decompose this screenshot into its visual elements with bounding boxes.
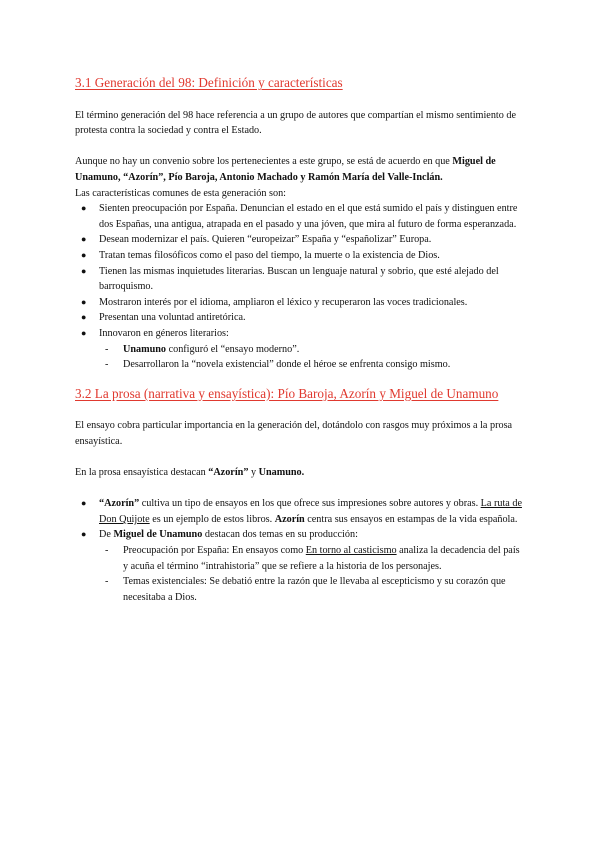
azorin-name: “Azorín” <box>99 498 140 510</box>
bullet-icon: ● <box>81 312 87 323</box>
unamuno-themes-sublist <box>99 543 525 605</box>
highlight-pre-text: En la prosa ensayística destacan <box>75 467 209 479</box>
bullet-icon: ● <box>81 203 87 214</box>
genres-sublist <box>99 342 525 373</box>
list-item <box>75 248 525 264</box>
list-item-text: Desean modernizar el país. Quieren “europeizar” España y “españolizar” Europa. <box>99 234 432 246</box>
highlight-and: y <box>248 467 259 479</box>
highlight-azorin: “Azorín” <box>208 467 249 479</box>
bullet-icon: ● <box>81 234 87 245</box>
bullet-icon: ● <box>81 529 87 540</box>
sublist-item-text: configuró el “ensayo moderno”. <box>166 343 300 355</box>
unamuno-full-name: Miguel de Unamuno <box>113 529 203 541</box>
members-intro-text: Aunque no hay un convenio sobre los pertenecientes a este grupo, se está de acuerdo en que <box>75 156 453 168</box>
azorin-text: cultiva un tipo de ensayos en los que ofrece sus impresiones sobre autores y obras. <box>139 498 481 510</box>
dash-icon: - <box>105 545 109 557</box>
section-title-prosa: 3.2 La prosa (narrativa y ensayística): Pío Baroja, Azorín y Miguel de Unamuno <box>75 385 499 401</box>
dash-icon: - <box>105 359 109 371</box>
list-item-text: Tienen las mismas inquietudes literarias. Buscan un lenguaje natural y sobrio, que esté alejado del barroquismo. <box>99 265 499 293</box>
sublist-item <box>99 357 525 373</box>
members-names: Miguel de Unamuno, “Azorín”, Pío Baroja, Antonio Machado y Ramón María del Valle-Inclán. <box>75 156 496 183</box>
theme-text: Temas existenciales: Se debatió entre la razón que le llevaba al escepticismo y su corazón que necesitaba a Dios. <box>123 576 506 603</box>
sublist-item <box>99 543 525 574</box>
list-item <box>75 232 525 248</box>
sublist-item <box>99 574 525 605</box>
book-title-en-torno: En torno al casticismo <box>305 545 397 557</box>
bullet-icon: ● <box>81 296 87 307</box>
sublist-item-text: Desarrollaron la “novela existencial” donde el héroe se enfrenta consigo mismo. <box>123 359 451 371</box>
dash-icon: - <box>105 343 109 355</box>
prose-authors-list <box>75 496 525 605</box>
highlight-unamuno: Unamuno. <box>258 467 305 479</box>
list-item <box>75 326 525 373</box>
list-item <box>75 310 525 326</box>
list-item-text: Presentan una voluntad antiretórica. <box>99 312 246 324</box>
unamuno-text: destacan dos temas en su producción: <box>202 529 358 541</box>
bullet-icon: ● <box>81 249 87 260</box>
list-item-text: Mostraron interés por el idioma, ampliaron el léxico y recuperaron las voces tradicionales. <box>99 296 468 308</box>
section-title-generacion-98: 3.1 Generación del 98: Definición y características <box>75 75 343 90</box>
bullet-icon: ● <box>81 327 87 338</box>
characteristics-intro: Las características comunes de esta generación son: <box>75 187 287 199</box>
unamuno-pre-text: De <box>99 529 114 541</box>
sublist-item <box>99 342 525 358</box>
list-item <box>75 201 525 232</box>
section1-intro-paragraph: El término generación del 98 hace referencia a un grupo de autores que compartían el mismo sentimiento de protesta contra la sociedad y contra el Estado. <box>75 109 517 137</box>
unamuno-name: Unamuno <box>123 343 167 355</box>
list-item-unamuno <box>75 527 525 605</box>
list-item-text: Innovaron en géneros literarios: <box>99 327 229 339</box>
highlight-paragraph <box>75 465 525 481</box>
azorin-text: centra sus ensayos en estampas de la vida española. <box>304 513 518 525</box>
azorin-name-2: Azorín <box>274 513 305 525</box>
list-item <box>75 264 525 295</box>
theme-text: Preocupación por España: En ensayos como <box>123 545 306 557</box>
bullet-icon: ● <box>81 498 87 509</box>
section2-intro-paragraph: El ensayo cobra particular importancia en la generación del, dotándolo con rasgos muy próximos a la prosa ensayística. <box>75 420 513 447</box>
bullet-icon: ● <box>81 265 87 276</box>
characteristics-list <box>75 201 525 373</box>
book-title-la-ruta: La ruta de Don Quijote <box>99 498 522 525</box>
azorin-text: es un ejemplo de estos libros. <box>149 513 275 525</box>
list-item-azorin <box>75 496 525 527</box>
list-item-text: Sienten preocupación por España. Denuncian el estado en el que está sumido el país y distinguen entre dos Españas, una antigua, atrapada en el pasado y una jóven, que mira al futuro de forma esperanzada. <box>99 203 518 230</box>
section1-members-paragraph <box>75 154 525 185</box>
list-item-text: Tratan temas filosóficos como el paso del tiempo, la muerte o la existencia de Dios. <box>99 249 440 261</box>
list-item <box>75 295 525 311</box>
theme-text: analiza la decadencia del país y acuña el término “intrahistoria” que se refiere a la historia de los personajes. <box>123 545 520 572</box>
dash-icon: - <box>105 576 109 588</box>
